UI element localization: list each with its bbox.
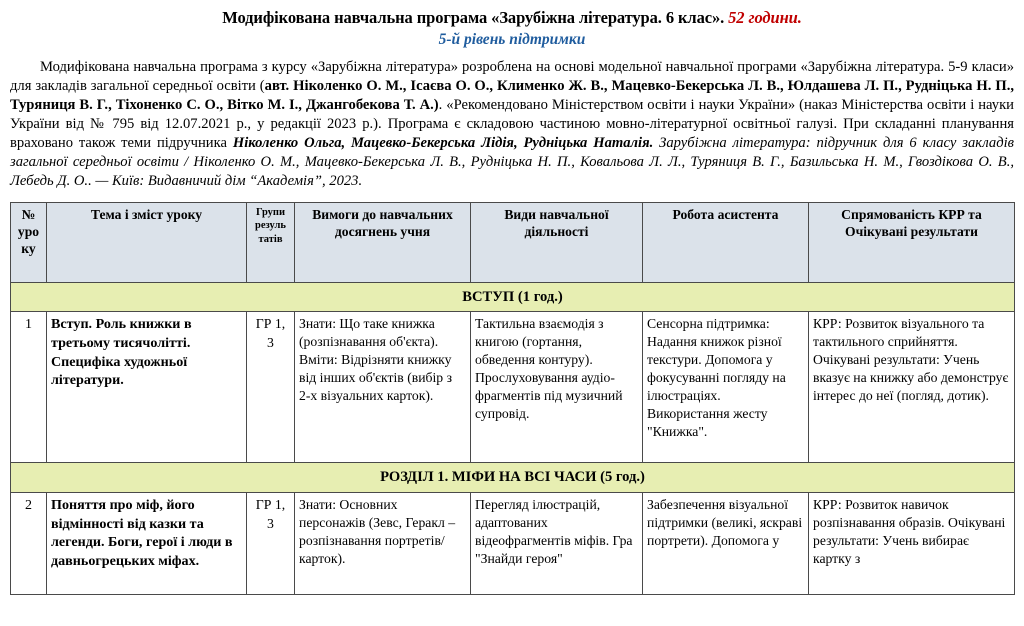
table-row (11, 312, 1015, 463)
header-line-1: № (21, 206, 36, 222)
cell-activities: Перегляд ілюстрацій, адаптованих відеофрагментів міфів. Гра "Знайди героя" (471, 492, 643, 594)
column-header-theme: Тема і зміст уроку (47, 202, 247, 282)
cell-requirements: Знати: Основних персонажів (Зевс, Геракл – розпізнавання портретів/карток). (295, 492, 471, 594)
header-line-3: татів (258, 233, 283, 245)
table-header-row (11, 202, 1015, 282)
cell-result-groups: ГР 1, 3 (247, 312, 295, 463)
intro-sentence-1: Модифікована навчальна програма з курсу «Зарубіжна література» розроблена на основі модельної навчальної програми «Зарубіжна література. 5-9 класи» для закладів загальної середньої освіти ( (10, 58, 1014, 94)
header-line-3: ку (21, 241, 36, 257)
column-header-requirements: Вимоги до навчальних досягнень учня (295, 202, 471, 282)
table-row (11, 492, 1015, 594)
cell-lesson-number: 2 (11, 492, 47, 594)
lesson-plan-table (10, 202, 1015, 595)
intro-sentence-2: . «Рекомендовано Міністерством освіти і науки України» (наказ Міністерства освіти і науки України від № 795 від 12.07.2021 р., у редакції 2023 р.). Програма є складовою частиною мовно-літературної освітньої галузі. При складанні планування враховано також теми підручника (10, 96, 1014, 151)
section-header-row (11, 282, 1015, 312)
table-body (11, 282, 1015, 594)
section-title-vstup: ВСТУП (1 год.) (11, 282, 1015, 312)
cell-result-groups: ГР 1, 3 (247, 492, 295, 594)
cell-assistant-work: Забезпечення візуальної підтримки (великі, яскраві портрети). Допомога у (643, 492, 809, 594)
cell-activities: Тактильна взаємодія з книгою (гортання, обведення контуру). Прослуховування аудіо-фрагментів під музичний супровід. (471, 312, 643, 463)
intro-paragraph (10, 58, 1014, 191)
cell-theme: Вступ. Роль книжки в третьому тисячолітті. Специфіка художньої літератури. (47, 312, 247, 463)
intro-textbook-authors: Ніколенко Ольга, Мацевко-Бекерська Лідія, Рудніцька Наталія. (232, 134, 654, 151)
section-title-rozdil-1: РОЗДІЛ 1. МІФИ НА ВСІ ЧАСИ (5 год.) (11, 463, 1015, 493)
cell-theme: Поняття про міф, його відмінності від казки та легенди. Боги, герої і люди в давньогрецьких міфах. (47, 492, 247, 594)
cell-assistant-work: Сенсорна підтримка: Надання книжок різної текстури. Допомога у фокусуванні погляду на ілюстраціях. Використання жесту "Книжка". (643, 312, 809, 463)
section-header-row (11, 463, 1015, 493)
column-header-krr-results: Спрямованість КРР та Очікувані результати (809, 202, 1015, 282)
table-header (11, 202, 1015, 282)
column-header-result-groups (247, 202, 295, 282)
header-line-2: резуль (255, 220, 286, 232)
cell-requirements: Знати: Що таке книжка (розпізнавання об'єкта). Вміти: Відрізняти книжку від інших об'єктів (вибір з 2-х візуальних карток). (295, 312, 471, 463)
document-title-text: Модифікована навчальна програма «Зарубіжна література. 6 клас». (222, 8, 725, 27)
column-header-lesson-number (11, 202, 47, 282)
cell-krr-results: КРР: Розвиток візуального та тактильного сприйняття. Очікувані результати: Учень вказує на книжку або демонструє інтерес до неї (погляд, дотик). (809, 312, 1015, 463)
header-line-2: уро (17, 223, 40, 239)
cell-lesson-number: 1 (11, 312, 47, 463)
page-title (10, 8, 1014, 29)
intro-program-authors: авт. Ніколенко О. М., Ісаєва О. О., Клименко Ж. В., Мацевко-Бекерська Л. В., Юлдашева Л. П., Рудніцька Н. П., Туряниця В. Г., Тіхоненко С. О., Вітко М. І., Джангобекова Т. А.) (10, 77, 1014, 113)
title-block (10, 8, 1014, 50)
header-line-1: Групи (255, 206, 286, 218)
document-subtitle: 5-й рівень підтримки (438, 30, 586, 48)
column-header-activities: Види навчальної діяльності (471, 202, 643, 282)
cell-krr-results: КРР: Розвиток навичок розпізнавання образів. Очікувані результати: Учень вибирає картку з (809, 492, 1015, 594)
intro-textbook-title: Зарубіжна література: підручник для 6 класу закладів загальної середньої освіти / Ніколенко О. М., Мацевко-Бекерська Л. В., Рудніцька Н. П., Ковальова Л. Л., Туряниця В. Г., Базильська Н. М., Гвоздікова О. В., Лебедь Д. О.. — Київ: Видавничий дім “Академія”, 2023. (10, 134, 1015, 189)
column-header-assistant-work: Робота асистента (643, 202, 809, 282)
document-hours-badge: 52 години. (728, 8, 802, 27)
